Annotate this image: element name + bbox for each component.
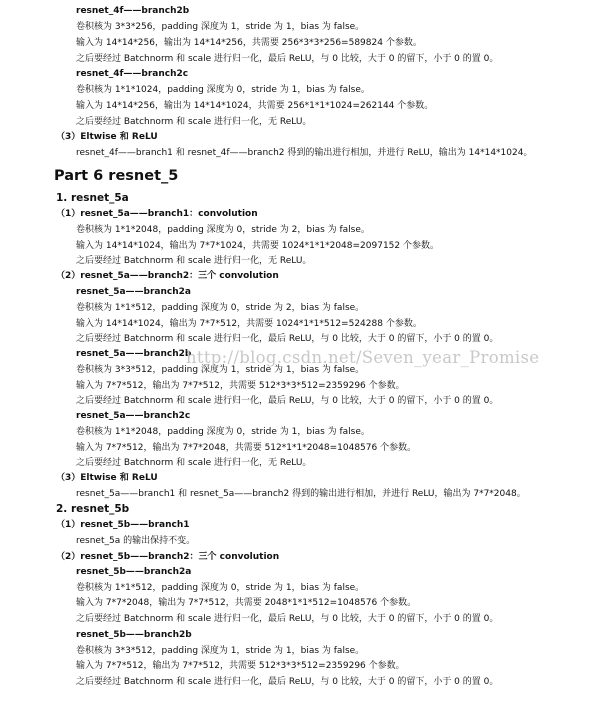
text-line: 卷积核为 1*1*1024，padding 深度为 0，stride 为 1，bias 为 false。 (76, 85, 370, 95)
text-line: 输入为 7*7*512，输出为 7*7*512，共需要 512*3*3*512=2359296 个参数。 (76, 661, 405, 671)
subheading-resnet-5b-branch1: （1）resnet_5b——branch1 (56, 520, 190, 530)
subheading-eltwise-relu: （3）Eltwise 和 ReLU (56, 473, 158, 483)
text-line: 之后要经过 Batchnorm 和 scale 进行归一化，最后 ReLU，与 0 比较，大于 0 的留下，小于 0 的置 0。 (76, 54, 499, 64)
text-line: resnet_5a——branch1 和 resnet_5a——branch2 得到的输出进行相加，并进行 ReLU，输出为 7*7*2048。 (76, 489, 526, 499)
text-line: 输入为 14*14*1024，输出为 7*7*512，共需要 1024*1*1*512=524288 个参数。 (76, 319, 422, 329)
subheading-resnet-5b-branch2b: resnet_5b——branch2b (76, 630, 192, 640)
text-line: 输入为 7*7*2048，输出为 7*7*512，共需要 2048*1*1*512=1048576 个参数。 (76, 598, 417, 608)
text-line: 卷积核为 1*1*2048，padding 深度为 0，stride 为 1，bias 为 false。 (76, 427, 370, 437)
text-line: 输入为 7*7*512，输出为 7*7*2048，共需要 512*1*1*2048=1048576 个参数。 (76, 443, 417, 453)
watermark: http://blog.csdn.net/Seven_year_Promise (186, 348, 540, 367)
text-line: 卷积核为 1*1*2048，padding 深度为 0，stride 为 2，bias 为 false。 (76, 225, 370, 235)
section-heading-resnet-5a: 1. resnet_5a (56, 192, 129, 204)
text-line: 输入为 14*14*256，输出为 14*14*256，共需要 256*3*3*256=589824 个参数。 (76, 38, 422, 48)
subheading-resnet-5a-branch2: （2）resnet_5a——branch2：三个 convolution (56, 271, 279, 281)
subheading-resnet-5a-branch2b: resnet_5a——branch2b (76, 349, 192, 359)
text-line: 输入为 7*7*512，输出为 7*7*512，共需要 512*3*3*512=2359296 个参数。 (76, 381, 405, 391)
text-line: 卷积核为 3*3*512，padding 深度为 1，stride 为 1，bias 为 false。 (76, 365, 365, 375)
text-line: 之后要经过 Batchnorm 和 scale 进行归一化，最后 ReLU，与 0 比较，大于 0 的留下，小于 0 的置 0。 (76, 677, 499, 687)
text-line: 卷积核为 3*3*512，padding 深度为 1，stride 为 1，bias 为 false。 (76, 646, 365, 656)
text-line: 之后要经过 Batchnorm 和 scale 进行归一化，最后 ReLU，与 0 比较，大于 0 的留下，小于 0 的置 0。 (76, 334, 499, 344)
text-line: 输入为 14*14*1024，输出为 7*7*1024，共需要 1024*1*1*2048=2097152 个参数。 (76, 241, 439, 251)
text-line: resnet_5a 的输出保持不变。 (76, 536, 196, 546)
text-line: resnet_4f——branch1 和 resnet_4f——branch2 得到的输出进行相加，并进行 ReLU，输出为 14*14*1024。 (76, 148, 533, 158)
subheading-resnet-4f-branch2c: resnet_4f——branch2c (76, 69, 189, 79)
text-line: 之后要经过 Batchnorm 和 scale 进行归一化，最后 ReLU，与 0 比较，大于 0 的留下，小于 0 的置 0。 (76, 614, 499, 624)
text-line: 输入为 14*14*256，输出为 14*14*1024，共需要 256*1*1*1024=262144 个参数。 (76, 101, 434, 111)
text-line: 之后要经过 Batchnorm 和 scale 进行归一化，最后 ReLU，与 0 比较，大于 0 的留下，小于 0 的置 0。 (76, 396, 499, 406)
text-line: 卷积核为 1*1*512，padding 深度为 0，stride 为 2，bias 为 false。 (76, 303, 365, 313)
subheading-resnet-5a-branch1: （1）resnet_5a——branch1：convolution (56, 209, 258, 219)
text-line: 卷积核为 3*3*256，padding 深度为 1，stride 为 1，bias 为 false。 (76, 22, 365, 32)
subheading-resnet-5a-branch2a: resnet_5a——branch2a (76, 287, 191, 297)
subheading-resnet-4f-branch2b: resnet_4f——branch2b (76, 6, 190, 16)
part-heading: Part 6 resnet_5 (54, 168, 179, 184)
text-line: 卷积核为 1*1*512，padding 深度为 0，stride 为 1，bias 为 false。 (76, 583, 365, 593)
subheading-resnet-5b-branch2a: resnet_5b——branch2a (76, 567, 192, 577)
subheading-resnet-5b-branch2: （2）resnet_5b——branch2：三个 convolution (56, 552, 280, 562)
text-line: 之后要经过 Batchnorm 和 scale 进行归一化，无 ReLU。 (76, 458, 312, 468)
section-heading-resnet-5b: 2. resnet_5b (56, 503, 130, 515)
text-line: 之后要经过 Batchnorm 和 scale 进行归一化，无 ReLU。 (76, 117, 312, 127)
subheading-eltwise-relu: （3）Eltwise 和 ReLU (56, 132, 158, 142)
text-line: 之后要经过 Batchnorm 和 scale 进行归一化，无 ReLU。 (76, 256, 312, 266)
subheading-resnet-5a-branch2c: resnet_5a——branch2c (76, 411, 191, 421)
